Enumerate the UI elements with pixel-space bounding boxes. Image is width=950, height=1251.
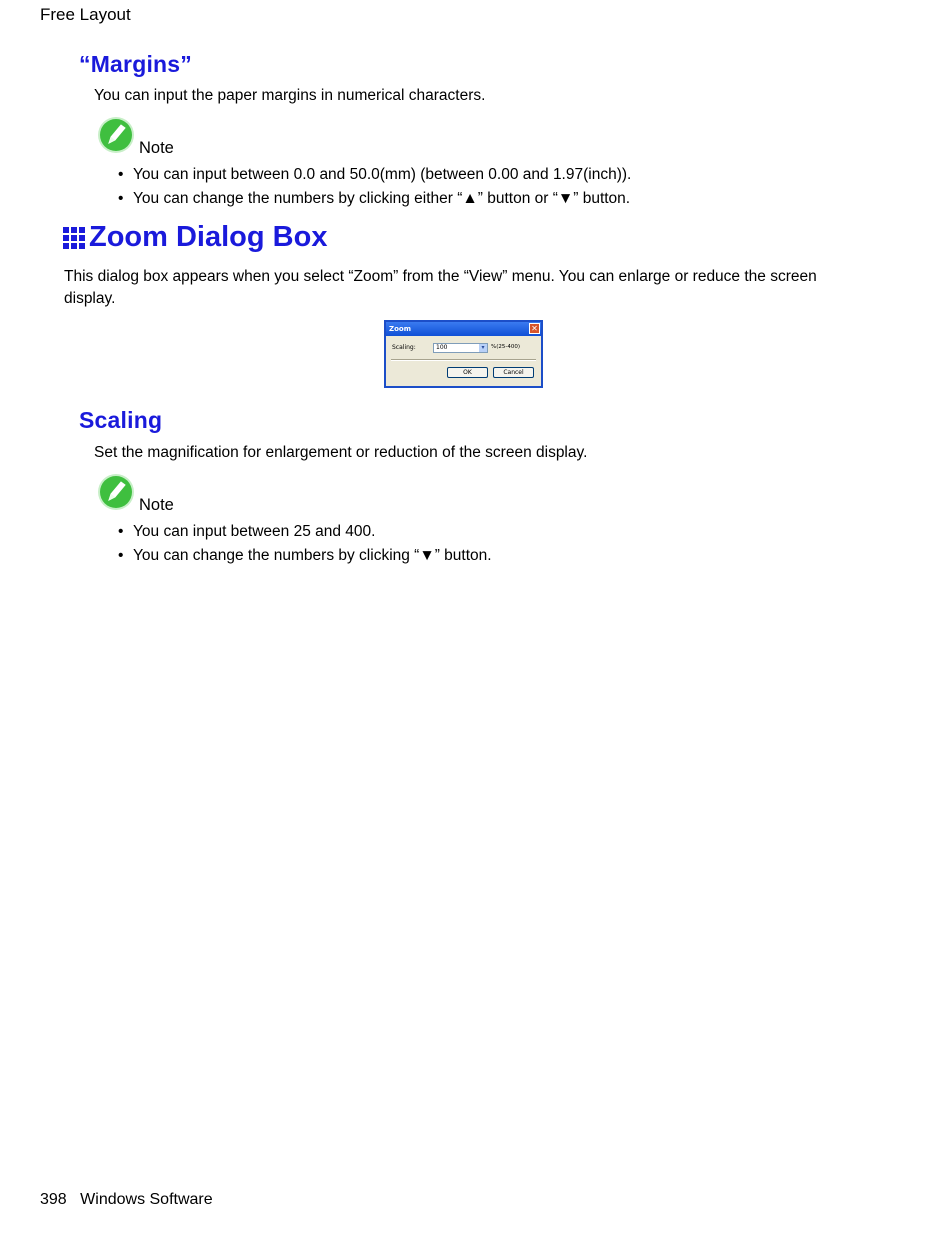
dialog-titlebar (386, 322, 541, 336)
zoom-dialog-heading (63, 221, 327, 254)
close-icon[interactable]: ✕ (529, 323, 540, 334)
margins-note (97, 116, 174, 157)
dialog-divider (391, 359, 536, 361)
list-item: • You can input between 25 and 400. (118, 520, 492, 544)
scaling-heading: Scaling (79, 407, 163, 433)
zoom-dialog-heading-text: Zoom Dialog Box (89, 221, 328, 253)
note-label: Note (139, 139, 174, 157)
margins-description: You can input the paper margins in numerical characters. (94, 87, 486, 104)
margins-note-list (118, 163, 631, 210)
note-label: Note (139, 496, 174, 514)
footer-section: Windows Software (80, 1191, 213, 1208)
scaling-value: 100 (436, 344, 448, 351)
page-footer (40, 1191, 213, 1209)
scaling-description: Set the magnification for enlargement or reduction of the screen display. (94, 444, 588, 461)
ok-button[interactable]: OK (447, 367, 488, 378)
cancel-button[interactable]: Cancel (493, 367, 534, 378)
zoom-dialog (384, 320, 543, 388)
note-pencil-icon (97, 473, 135, 511)
list-item: • You can change the numbers by clicking either “▲” button or “▼” button. (118, 187, 631, 211)
dialog-title: Zoom (389, 325, 411, 333)
page-number: 398 (40, 1191, 67, 1208)
list-item: • You can change the numbers by clicking “▼” button. (118, 544, 492, 568)
scaling-select[interactable] (433, 343, 488, 353)
running-header: Free Layout (40, 5, 131, 24)
grid-section-icon (63, 227, 85, 249)
scaling-range: %(25-400) (491, 344, 520, 350)
margins-heading: “Margins” (79, 51, 192, 77)
note-pencil-icon (97, 116, 135, 154)
chevron-down-icon[interactable]: ▾ (479, 344, 487, 352)
scaling-note (97, 473, 174, 514)
list-item: • You can input between 0.0 and 50.0(mm) (between 0.00 and 1.97(inch)). (118, 163, 631, 187)
scaling-label: Scaling: (392, 344, 416, 351)
scaling-note-list (118, 520, 492, 567)
zoom-intro: This dialog box appears when you select “Zoom” from the “View” menu. You can enlarge or reduce the screen display. (64, 268, 817, 307)
